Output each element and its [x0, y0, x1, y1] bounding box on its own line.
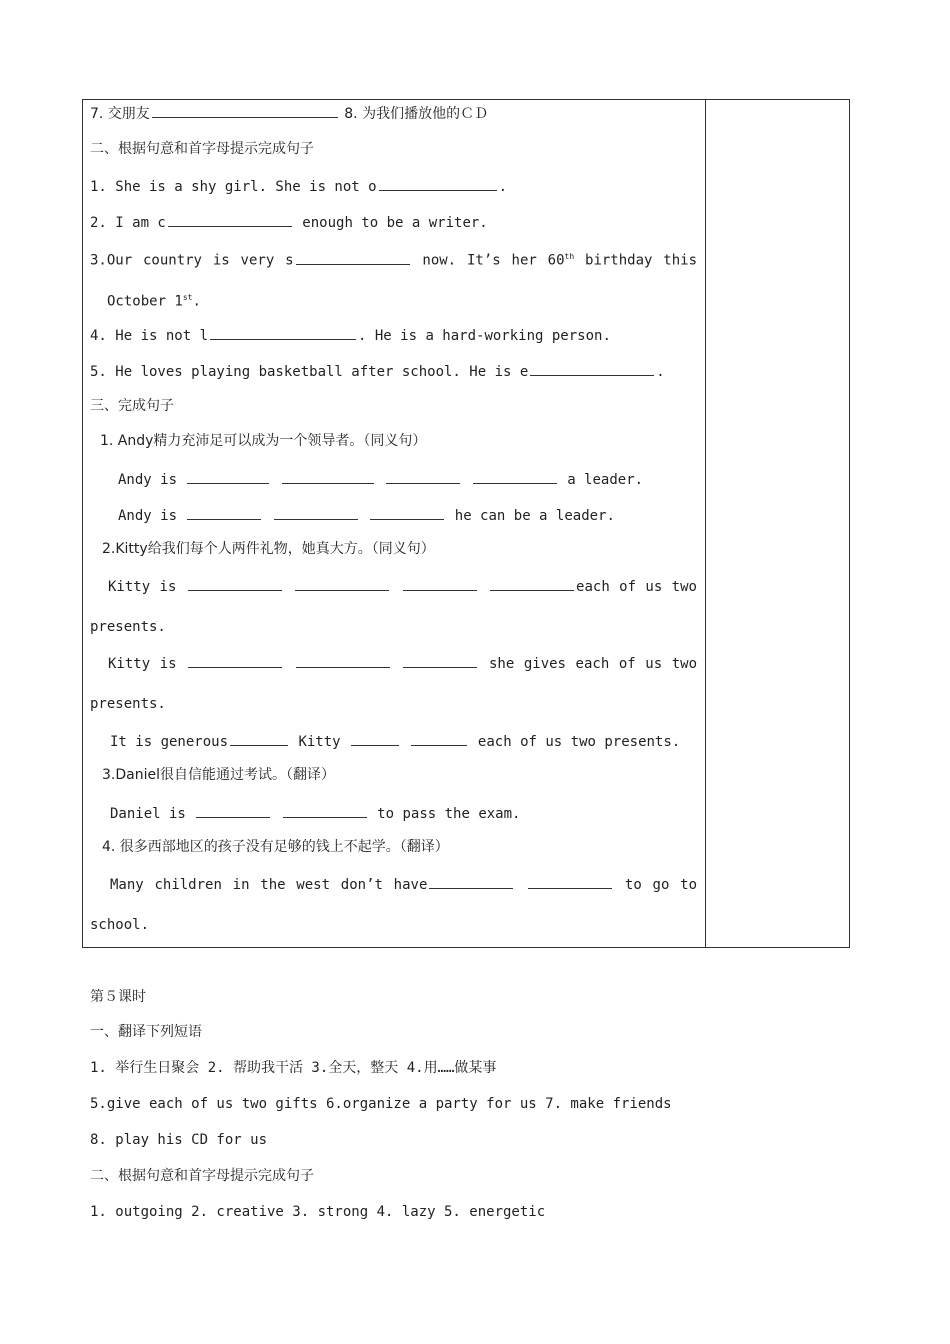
s3-question-4: 4. 很多西部地区的孩子没有足够的钱上不起学。（翻译）: [102, 839, 449, 855]
section-3-title: 三、完成句子: [90, 398, 174, 414]
answer-blank: [152, 103, 338, 118]
answer-blank: [187, 469, 269, 484]
s2-question-1: 1. She is a shy girl. She is not o .: [90, 176, 507, 196]
lesson-title: 第５课时: [90, 989, 146, 1005]
s3-question-2: 2.Kitty给我们每个人两件礼物，她真大方。（同义句）: [102, 541, 435, 557]
answer-blank: [283, 803, 367, 818]
s3-question-3-line: Daniel is to pass the exam.: [110, 803, 520, 823]
answer-blank: [296, 250, 410, 265]
s3-question-4-line: Many children in the west don’t have to go to: [110, 874, 697, 894]
answer-blank: [210, 325, 356, 340]
answer-blank: [295, 576, 389, 591]
answers-section-1-title: 一、翻译下列短语: [90, 1024, 202, 1040]
answer-blank: [386, 469, 460, 484]
answers-line-1: 1. 举行生日聚会 2. 帮助我干活 3.全天，整天 4.用……做某事: [90, 1060, 497, 1076]
answer-blank: [379, 176, 497, 191]
answer-blank: [188, 576, 282, 591]
answer-blank: [168, 212, 292, 227]
answers-section-2-title: 二、根据句意和首字母提示完成句子: [90, 1168, 314, 1184]
answers-line-3: 8. play his CD for us: [90, 1132, 268, 1148]
answers-line-4: 1. outgoing 2. creative 3. strong 4. lazy 5. energetic: [90, 1204, 546, 1220]
s2-question-3-cont: October 1st.: [107, 293, 201, 310]
s2-question-5: 5. He loves playing basketball after school. He is e .: [90, 361, 665, 381]
s2-question-3: 3.Our country is very s now. It’s her 60th birthday this: [90, 248, 697, 270]
answer-blank: [351, 731, 399, 746]
phrase-row-7-8: [90, 103, 488, 123]
phrase-8: 8. 为我们播放他的ＣＤ: [344, 106, 489, 122]
s3-question-2-line-c: It is generous Kitty each of us two presents.: [110, 731, 680, 751]
answer-blank: [274, 505, 358, 520]
answer-blank: [403, 653, 477, 668]
answer-blank: [530, 361, 654, 376]
s2-question-4: 4. He is not l . He is a hard-working person.: [90, 325, 611, 345]
answer-blank: [296, 653, 390, 668]
answer-blank: [187, 505, 261, 520]
s3-question-2-line-a-cont: presents.: [90, 619, 166, 635]
answer-blank: [411, 731, 467, 746]
s3-question-2-line-b: Kitty is she gives each of us two: [108, 653, 697, 673]
s3-question-1-line-b: Andy is he can be a leader.: [118, 505, 615, 525]
answer-blank: [473, 469, 557, 484]
answer-blank: [196, 803, 270, 818]
table-column-divider: [705, 99, 706, 948]
answers-line-2: 5.give each of us two gifts 6.organize a party for us 7. make friends: [90, 1096, 672, 1112]
answer-blank: [528, 874, 612, 889]
answer-blank: [188, 653, 282, 668]
s3-question-2-line-b-cont: presents.: [90, 696, 166, 712]
answer-blank: [282, 469, 374, 484]
answer-blank: [403, 576, 477, 591]
s2-question-2: 2. I am c enough to be a writer.: [90, 212, 488, 232]
s3-question-4-cont: school.: [90, 917, 150, 933]
section-2-title: 二、根据句意和首字母提示完成句子: [90, 141, 314, 157]
s3-question-2-line-a: Kitty is each of us two: [108, 576, 697, 596]
answer-blank: [370, 505, 444, 520]
s3-question-1-line-a: Andy is a leader.: [118, 469, 643, 489]
answer-blank: [490, 576, 574, 591]
answer-blank: [429, 874, 513, 889]
s3-question-1: 1. Andy精力充沛足可以成为一个领导者。（同义句）: [100, 433, 427, 449]
s3-question-3: 3.Daniel很自信能通过考试。（翻译）: [102, 767, 335, 783]
answer-blank: [230, 731, 288, 746]
phrase-7: 7. 交朋友: [90, 106, 150, 122]
